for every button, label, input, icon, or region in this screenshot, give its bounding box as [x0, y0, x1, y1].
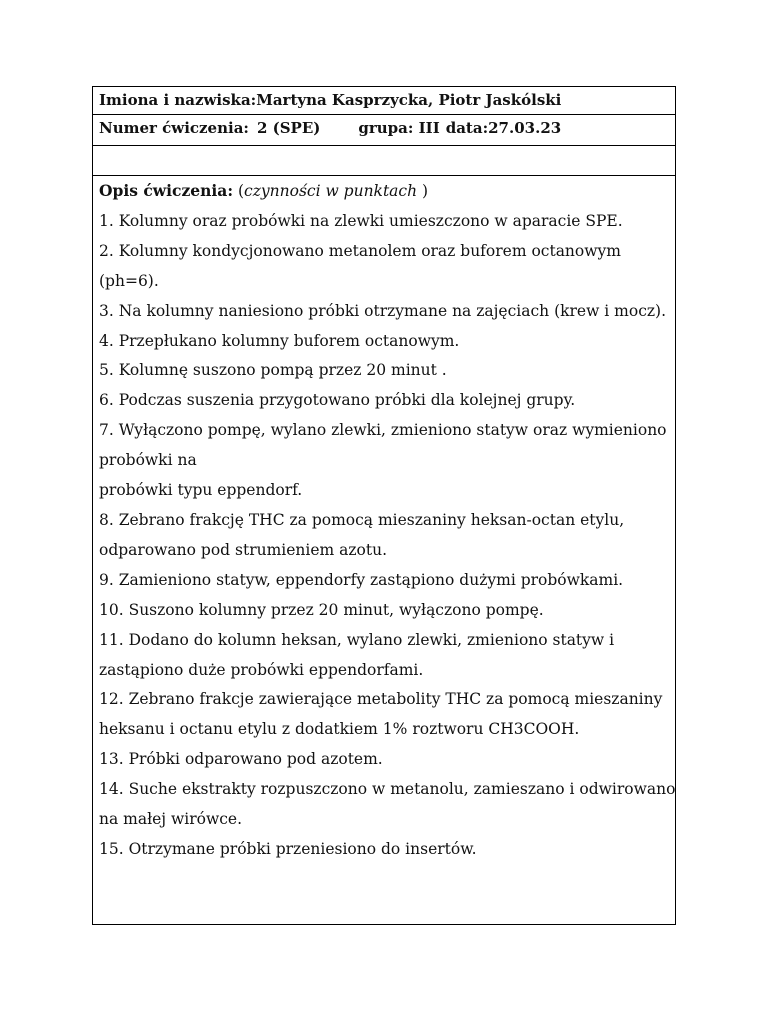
names-label: Imiona i nazwiska:: [99, 91, 257, 109]
description-line: 8. Zebrano frakcję THC za pomocą mieszaniny heksan-octan etylu,: [99, 510, 625, 529]
names-row: [93, 87, 675, 115]
description-line: 14. Suche ekstrakty rozpuszczono w metanolu, zamieszano i odwirowano: [99, 780, 676, 799]
description-line: 2. Kolumny kondycjonowano metanolem oraz buforem octanowym: [99, 241, 621, 260]
description-line: 9. Zamieniono statyw, eppendorfy zastąpiono dużymi probówkami.: [99, 570, 624, 589]
description-line: 12. Zebrano frakcje zawierające metabolity THC za pomocą mieszaniny: [99, 690, 663, 709]
description-heading: [99, 176, 669, 207]
empty-row: [93, 146, 675, 176]
description-line: 10. Suszono kolumny przez 20 minut, wyłączono pompę.: [99, 600, 544, 619]
description-hint: czynności w punktach: [244, 182, 418, 200]
exercise-row: [93, 115, 675, 146]
description-label: Opis ćwiczenia:: [99, 181, 234, 200]
description-line: 5. Kolumnę suszono pompą przez 20 minut .: [99, 361, 447, 380]
description-line: zastąpiono duże probówki eppendorfami.: [99, 660, 424, 679]
group-label: grupa:: [358, 119, 414, 137]
description-line: odparowano pod strumieniem azotu.: [99, 540, 388, 559]
exercise-value: 2 (SPE): [256, 119, 321, 137]
group-value: III: [418, 119, 440, 137]
description-line: 7. Wyłączono pompę, wylano zlewki, zmieniono statyw oraz wymieniono: [99, 421, 667, 440]
description-line: probówki na: [99, 451, 197, 470]
description-line: 1. Kolumny oraz probówki na zlewki umieszczono w aparacie SPE.: [99, 211, 623, 230]
report-form-table: [92, 86, 676, 925]
description-line: probówki typu eppendorf.: [99, 481, 303, 500]
date-value: 27.03.23: [488, 119, 562, 137]
description-line: 4. Przepłukano kolumny buforem octanowym.: [99, 331, 460, 350]
description-hint-open: (: [237, 182, 245, 200]
description-line: 3. Na kolumny naniesiono próbki otrzymane na zajęciach (krew i mocz).: [99, 301, 667, 320]
date-label: data:: [445, 119, 489, 137]
description-line: na małej wirówce.: [99, 810, 243, 829]
description-line: heksanu i octanu etylu z dodatkiem 1% roztworu CH3COOH.: [99, 720, 580, 739]
names-value: Martyna Kasprzycka, Piotr Jaskólski: [256, 91, 562, 109]
description-line: (ph=6).: [99, 271, 159, 290]
description-line: 6. Podczas suszenia przygotowano próbki dla kolejnej grupy.: [99, 391, 576, 410]
description-line: 13. Próbki odparowano pod azotem.: [99, 750, 383, 769]
exercise-label: Numer ćwiczenia:: [99, 119, 249, 137]
description-hint-close: ): [417, 182, 429, 200]
description-line: 11. Dodano do kolumn heksan, wylano zlewki, zmieniono statyw i: [99, 630, 615, 649]
description-cell: [93, 176, 675, 924]
description-line: 15. Otrzymane próbki przeniesiono do insertów.: [99, 839, 477, 858]
